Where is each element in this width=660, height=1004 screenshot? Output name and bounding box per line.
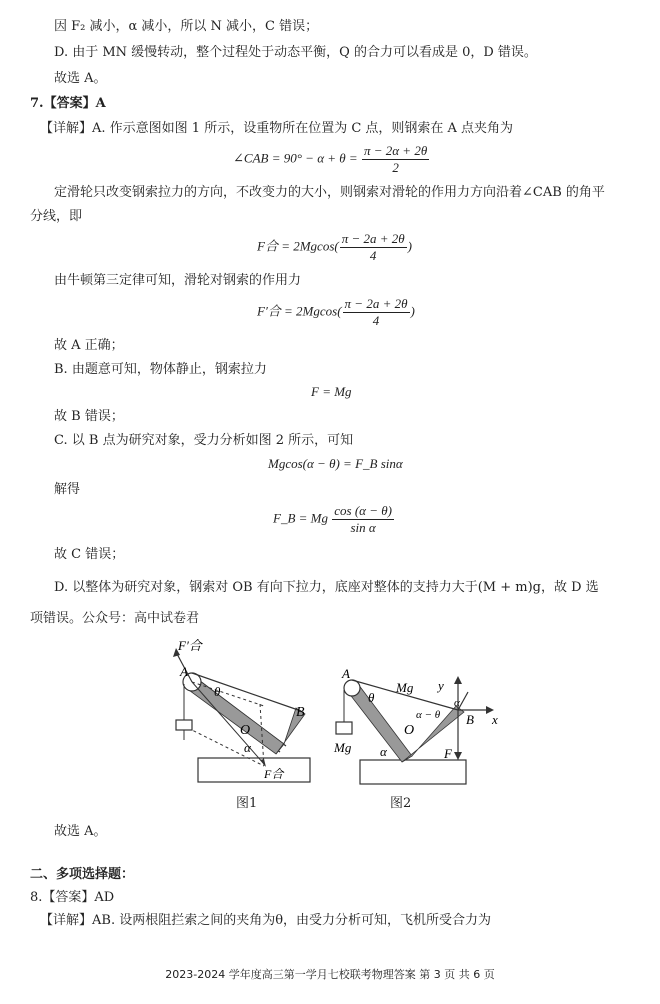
fig1-label: F合 — [264, 767, 284, 781]
fig2-label: α — [380, 744, 387, 759]
fig1-label: θ — [214, 684, 221, 699]
fig1-label: O — [240, 723, 251, 738]
fig2-label: Mg — [334, 740, 352, 755]
fig2-label: F — [444, 746, 452, 761]
text-line: 分线，即 — [30, 209, 83, 224]
fig1-label: B — [296, 705, 305, 720]
fig2-label: O — [404, 723, 415, 738]
fig2-label: y — [438, 678, 444, 693]
text-line: C. 以 B 点为研究对象，受力分析如图 2 所示，可知 — [54, 433, 354, 448]
equation-f-resultant: F合 = 2Mgcos( $\frac{\pi - 2a + 2\theta}{4}$ ) — [257, 231, 412, 263]
text-line: D. 以整体为研究对象，钢索对 OB 有向下拉力，底座对整体的支持力大于(M + m)g，故 D 选 — [54, 580, 599, 595]
fig2-label: A — [342, 666, 350, 681]
fig2-label: Mg — [396, 680, 414, 695]
text-line: 解得 — [54, 482, 81, 497]
fig1-label: α — [244, 740, 251, 755]
figure-2 — [330, 666, 510, 790]
fig2-label: α − θ — [416, 709, 441, 721]
text-line: 因 F₂ 减小，α 减小，所以 N 减小，C 错误； — [54, 19, 319, 34]
text-line: 故 B 错误； — [54, 409, 124, 424]
text-line: 故选 A。 — [54, 71, 107, 86]
equation-balance: Mgcos(α − θ) = F_B sinα — [268, 456, 403, 471]
text-line: 定滑轮只改变钢索拉力的方向，不改变力的大小，则钢索对滑轮的作用力方向沿着∠CAB 的角平 — [54, 185, 605, 200]
text-line: D. 由于 MN 缓慢转动，整个过程处于动态平衡，Q 的合力可以看成是 0，D 错误。 — [54, 45, 537, 60]
equation-fb: F_B = Mg $\frac{\cos (\alpha - \theta)}{\text{sin α}}$ — [273, 503, 392, 535]
text-line: 项错误。公众号：高中试卷君 — [30, 611, 200, 626]
answer-heading-8: 8.【答案】AD — [30, 890, 115, 905]
equation-f-prime: F′合 = 2Mgcos( $\frac{\pi - 2a + 2\theta}{4}$ ) — [257, 296, 415, 328]
fig2-label: θ — [368, 690, 375, 705]
fig2-label: x — [492, 712, 498, 727]
page-footer: 2023-2024 学年度高三第一学月七校联考物理答案 第 3 页 共 6 页 — [165, 968, 495, 981]
detail-7: 【详解】A. 作示意图如图 1 所示，设重物所在位置为 C 点，则钢索在 A 点夹角为 — [40, 121, 514, 136]
text-line: 故 A 正确； — [54, 338, 124, 353]
answer-heading-7: 7.【答案】A — [30, 96, 106, 111]
text-line: 故选 A。 — [54, 824, 107, 839]
equation-f-mg: F = Mg — [311, 384, 352, 399]
figure-1-caption: 图1 — [236, 796, 258, 811]
figure-2-caption: 图2 — [390, 796, 412, 811]
fig1-label: F′合 — [178, 638, 202, 653]
detail-8: 【详解】AB. 设两根阻拦索之间的夹角为θ，由受力分析可知，飞机所受合力为 — [40, 913, 492, 928]
fig2-label: α — [454, 697, 460, 709]
figure-1 — [168, 636, 328, 786]
fig2-label: B — [466, 712, 474, 727]
text-line: B. 由题意可知，物体静止，钢索拉力 — [54, 362, 267, 377]
section-heading: 二、多项选择题： — [30, 867, 135, 882]
fig1-label: A — [180, 664, 188, 679]
text-line: 由牛顿第三定律可知，滑轮对钢索的作用力 — [54, 273, 302, 288]
equation-angle-cab: ∠CAB = 90° − α + θ = $\frac{\pi - 2\alpha + 2\theta}{2}$ — [233, 143, 428, 175]
text-line: 故 C 错误； — [54, 547, 125, 562]
